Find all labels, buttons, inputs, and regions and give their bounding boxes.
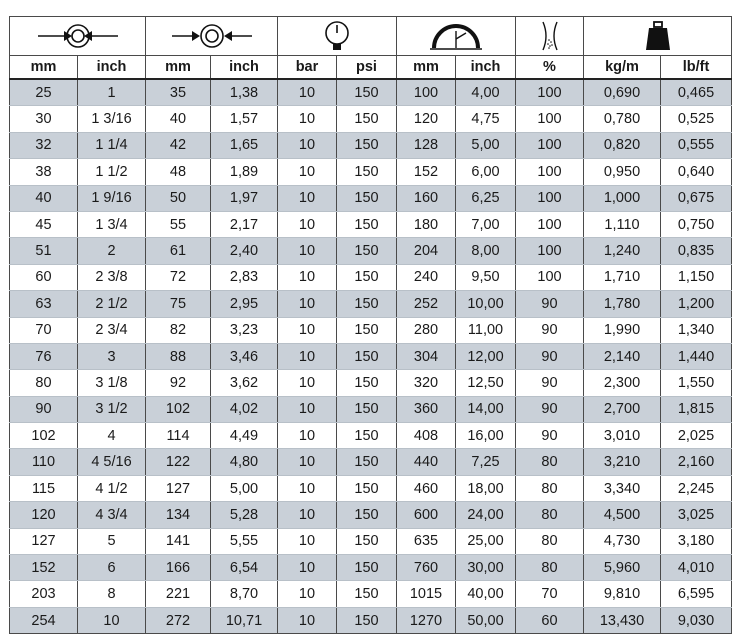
table-cell: 150: [337, 581, 397, 607]
table-row: [10, 159, 732, 185]
unit-header: lb/ft: [661, 56, 732, 80]
table-cell: 30: [10, 106, 78, 132]
table-cell: 3 1/8: [78, 370, 146, 396]
table-row: [10, 238, 732, 264]
table-cell: 4,00: [456, 79, 516, 106]
table-cell: 10: [278, 291, 337, 317]
table-cell: 2,025: [661, 423, 732, 449]
table-row: [10, 607, 732, 633]
table-cell: 3,23: [211, 317, 278, 343]
table-cell: 0,835: [661, 238, 732, 264]
table-cell: 150: [337, 264, 397, 290]
table-cell: 150: [337, 317, 397, 343]
table-cell: 150: [337, 132, 397, 158]
unit-header: inch: [211, 56, 278, 80]
table-cell: 5: [78, 528, 146, 554]
table-cell: 1,38: [211, 79, 278, 106]
table-cell: 1,89: [211, 159, 278, 185]
unit-header: inch: [78, 56, 146, 80]
table-cell: 6,54: [211, 555, 278, 581]
table-cell: 408: [397, 423, 456, 449]
unit-header: inch: [456, 56, 516, 80]
table-cell: 10: [278, 106, 337, 132]
table-cell: 1,150: [661, 264, 732, 290]
table-cell: 42: [146, 132, 211, 158]
table-cell: 10: [278, 211, 337, 237]
table-cell: 7,25: [456, 449, 516, 475]
table-cell: 141: [146, 528, 211, 554]
table-cell: 1,340: [661, 317, 732, 343]
spec-table-body: [10, 79, 732, 634]
table-cell: 1270: [397, 607, 456, 633]
unit-header: %: [516, 56, 584, 80]
table-cell: 6,00: [456, 159, 516, 185]
table-cell: 35: [146, 79, 211, 106]
weight-icon: [643, 20, 673, 52]
table-cell: 80: [516, 449, 584, 475]
table-cell: 2,140: [584, 343, 661, 369]
table-cell: 8,00: [456, 238, 516, 264]
table-cell: 8,70: [211, 581, 278, 607]
table-cell: 10: [278, 581, 337, 607]
table-cell: 100: [516, 211, 584, 237]
table-cell: 760: [397, 555, 456, 581]
table-cell: 3,62: [211, 370, 278, 396]
table-cell: 120: [397, 106, 456, 132]
table-cell: 152: [397, 159, 456, 185]
table-cell: 55: [146, 211, 211, 237]
table-cell: 6,595: [661, 581, 732, 607]
weight-header: [584, 17, 732, 56]
unit-header: mm: [397, 56, 456, 80]
table-cell: 2 3/8: [78, 264, 146, 290]
table-cell: 280: [397, 317, 456, 343]
table-cell: 10: [278, 475, 337, 501]
table-cell: 1,000: [584, 185, 661, 211]
table-cell: 3,340: [584, 475, 661, 501]
table-cell: 6,25: [456, 185, 516, 211]
table-cell: 166: [146, 555, 211, 581]
table-cell: 4,02: [211, 396, 278, 422]
table-cell: 9,030: [661, 607, 732, 633]
vacuum-header: [516, 17, 584, 56]
table-cell: 1 9/16: [78, 185, 146, 211]
table-cell: 50,00: [456, 607, 516, 633]
table-cell: 1,110: [584, 211, 661, 237]
table-cell: 9,810: [584, 581, 661, 607]
table-row: [10, 185, 732, 211]
table-cell: 1,240: [584, 238, 661, 264]
table-cell: 128: [397, 132, 456, 158]
table-cell: 100: [516, 185, 584, 211]
table-cell: 150: [337, 343, 397, 369]
table-cell: 160: [397, 185, 456, 211]
table-cell: 5,55: [211, 528, 278, 554]
table-cell: 2,17: [211, 211, 278, 237]
table-cell: 3,025: [661, 502, 732, 528]
table-cell: 80: [10, 370, 78, 396]
table-cell: 252: [397, 291, 456, 317]
table-cell: 100: [516, 159, 584, 185]
table-cell: 90: [516, 317, 584, 343]
table-cell: 0,780: [584, 106, 661, 132]
table-cell: 2,700: [584, 396, 661, 422]
table-cell: 0,820: [584, 132, 661, 158]
table-cell: 240: [397, 264, 456, 290]
table-cell: 100: [516, 264, 584, 290]
table-cell: 10: [78, 607, 146, 633]
table-cell: 10: [278, 449, 337, 475]
table-cell: 92: [146, 370, 211, 396]
table-cell: 2,300: [584, 370, 661, 396]
table-cell: 204: [397, 238, 456, 264]
table-cell: 0,465: [661, 79, 732, 106]
table-cell: 5,28: [211, 502, 278, 528]
table-cell: 10: [278, 185, 337, 211]
table-cell: 10: [278, 528, 337, 554]
table-cell: 11,00: [456, 317, 516, 343]
table-cell: 9,50: [456, 264, 516, 290]
table-cell: 88: [146, 343, 211, 369]
table-cell: 4,75: [456, 106, 516, 132]
table-cell: 10: [278, 79, 337, 106]
table-cell: 360: [397, 396, 456, 422]
table-cell: 150: [337, 396, 397, 422]
table-cell: 1015: [397, 581, 456, 607]
bend-radius-header: [397, 17, 516, 56]
table-cell: 16,00: [456, 423, 516, 449]
table-cell: 120: [10, 502, 78, 528]
table-cell: 1,815: [661, 396, 732, 422]
pressure-header: [278, 17, 397, 56]
vacuum-icon: [537, 20, 563, 52]
table-cell: 38: [10, 159, 78, 185]
pressure-gauge-icon: [322, 20, 352, 52]
table-cell: 75: [146, 291, 211, 317]
table-cell: 150: [337, 106, 397, 132]
table-cell: 4,80: [211, 449, 278, 475]
table-cell: 90: [10, 396, 78, 422]
table-cell: 115: [10, 475, 78, 501]
inner-diameter-icon: [36, 23, 120, 49]
table-cell: 8: [78, 581, 146, 607]
table-row: [10, 528, 732, 554]
table-cell: 122: [146, 449, 211, 475]
table-cell: 10: [278, 607, 337, 633]
table-cell: 90: [516, 396, 584, 422]
table-cell: 1 1/2: [78, 159, 146, 185]
table-cell: 0,640: [661, 159, 732, 185]
table-cell: 4,500: [584, 502, 661, 528]
table-cell: 1,65: [211, 132, 278, 158]
unit-header: mm: [146, 56, 211, 80]
table-cell: 3 1/2: [78, 396, 146, 422]
table-cell: 90: [516, 370, 584, 396]
table-cell: 25,00: [456, 528, 516, 554]
table-cell: 1,990: [584, 317, 661, 343]
table-cell: 1,780: [584, 291, 661, 317]
table-cell: 2,160: [661, 449, 732, 475]
table-cell: 10: [278, 238, 337, 264]
table-cell: 10: [278, 370, 337, 396]
table-cell: 10: [278, 317, 337, 343]
table-cell: 2,83: [211, 264, 278, 290]
table-cell: 150: [337, 449, 397, 475]
table-cell: 320: [397, 370, 456, 396]
table-cell: 10: [278, 343, 337, 369]
table-cell: 2,40: [211, 238, 278, 264]
table-cell: 10: [278, 396, 337, 422]
table-row: [10, 211, 732, 237]
table-cell: 70: [10, 317, 78, 343]
table-cell: 40: [10, 185, 78, 211]
table-cell: 10,00: [456, 291, 516, 317]
spec-table-container: [9, 16, 732, 634]
table-cell: 1,550: [661, 370, 732, 396]
table-cell: 3,180: [661, 528, 732, 554]
table-cell: 0,555: [661, 132, 732, 158]
table-cell: 60: [10, 264, 78, 290]
table-cell: 50: [146, 185, 211, 211]
table-cell: 0,690: [584, 79, 661, 106]
hose-spec-table: [9, 16, 732, 634]
unit-header: kg/m: [584, 56, 661, 80]
table-cell: 221: [146, 581, 211, 607]
table-cell: 10: [278, 423, 337, 449]
table-cell: 100: [516, 79, 584, 106]
table-cell: 72: [146, 264, 211, 290]
table-cell: 0,950: [584, 159, 661, 185]
table-cell: 90: [516, 423, 584, 449]
table-cell: 1,57: [211, 106, 278, 132]
table-cell: 7,00: [456, 211, 516, 237]
table-cell: 63: [10, 291, 78, 317]
table-cell: 90: [516, 343, 584, 369]
table-cell: 600: [397, 502, 456, 528]
outer-diameter-header: [146, 17, 278, 56]
table-cell: 32: [10, 132, 78, 158]
table-cell: 2,245: [661, 475, 732, 501]
table-cell: 150: [337, 528, 397, 554]
table-cell: 2: [78, 238, 146, 264]
table-row: [10, 132, 732, 158]
table-cell: 10,71: [211, 607, 278, 633]
table-cell: 4: [78, 423, 146, 449]
table-cell: 272: [146, 607, 211, 633]
table-cell: 1 3/4: [78, 211, 146, 237]
table-cell: 80: [516, 555, 584, 581]
table-cell: 6: [78, 555, 146, 581]
table-cell: 2 1/2: [78, 291, 146, 317]
table-row: [10, 475, 732, 501]
table-cell: 127: [146, 475, 211, 501]
bend-radius-icon: [427, 21, 485, 51]
unit-header: bar: [278, 56, 337, 80]
table-cell: 30,00: [456, 555, 516, 581]
table-cell: 4,49: [211, 423, 278, 449]
unit-header: psi: [337, 56, 397, 80]
table-cell: 150: [337, 607, 397, 633]
table-cell: 82: [146, 317, 211, 343]
table-cell: 150: [337, 291, 397, 317]
table-cell: 45: [10, 211, 78, 237]
unit-header: mm: [10, 56, 78, 80]
table-cell: 4 1/2: [78, 475, 146, 501]
table-cell: 48: [146, 159, 211, 185]
table-cell: 127: [10, 528, 78, 554]
table-cell: 14,00: [456, 396, 516, 422]
table-cell: 70: [516, 581, 584, 607]
table-cell: 180: [397, 211, 456, 237]
table-cell: 80: [516, 502, 584, 528]
table-cell: 150: [337, 79, 397, 106]
table-cell: 150: [337, 555, 397, 581]
table-cell: 1,200: [661, 291, 732, 317]
table-row: [10, 502, 732, 528]
table-cell: 100: [516, 238, 584, 264]
table-cell: 0,750: [661, 211, 732, 237]
table-cell: 3,46: [211, 343, 278, 369]
table-cell: 4,010: [661, 555, 732, 581]
table-cell: 40,00: [456, 581, 516, 607]
table-row: [10, 396, 732, 422]
table-row: [10, 317, 732, 343]
table-cell: 2,95: [211, 291, 278, 317]
table-cell: 203: [10, 581, 78, 607]
table-row: [10, 423, 732, 449]
table-cell: 152: [10, 555, 78, 581]
table-cell: 80: [516, 475, 584, 501]
table-cell: 440: [397, 449, 456, 475]
table-cell: 24,00: [456, 502, 516, 528]
table-row: [10, 555, 732, 581]
table-row: [10, 343, 732, 369]
table-cell: 1: [78, 79, 146, 106]
table-row: [10, 449, 732, 475]
table-cell: 51: [10, 238, 78, 264]
table-cell: 102: [10, 423, 78, 449]
table-cell: 150: [337, 238, 397, 264]
table-row: [10, 79, 732, 106]
table-cell: 1 3/16: [78, 106, 146, 132]
table-cell: 5,00: [211, 475, 278, 501]
table-cell: 100: [516, 132, 584, 158]
table-cell: 10: [278, 502, 337, 528]
table-cell: 4,730: [584, 528, 661, 554]
table-cell: 460: [397, 475, 456, 501]
table-cell: 635: [397, 528, 456, 554]
table-cell: 76: [10, 343, 78, 369]
table-cell: 1,710: [584, 264, 661, 290]
table-cell: 18,00: [456, 475, 516, 501]
table-cell: 10: [278, 132, 337, 158]
table-cell: 10: [278, 264, 337, 290]
table-cell: 3,210: [584, 449, 661, 475]
table-cell: 110: [10, 449, 78, 475]
table-cell: 90: [516, 291, 584, 317]
table-cell: 0,525: [661, 106, 732, 132]
table-cell: 10: [278, 555, 337, 581]
unit-header-row: [10, 56, 732, 80]
table-cell: 1,440: [661, 343, 732, 369]
table-cell: 150: [337, 502, 397, 528]
table-cell: 114: [146, 423, 211, 449]
table-cell: 150: [337, 370, 397, 396]
table-cell: 150: [337, 423, 397, 449]
table-cell: 10: [278, 159, 337, 185]
table-cell: 25: [10, 79, 78, 106]
table-cell: 4 3/4: [78, 502, 146, 528]
table-cell: 12,00: [456, 343, 516, 369]
table-cell: 150: [337, 159, 397, 185]
table-cell: 1 1/4: [78, 132, 146, 158]
table-row: [10, 264, 732, 290]
table-cell: 60: [516, 607, 584, 633]
table-row: [10, 106, 732, 132]
icon-header-row: [10, 17, 732, 56]
table-cell: 61: [146, 238, 211, 264]
table-cell: 254: [10, 607, 78, 633]
table-cell: 102: [146, 396, 211, 422]
table-row: [10, 370, 732, 396]
table-cell: 100: [397, 79, 456, 106]
outer-diameter-icon: [170, 23, 254, 49]
table-cell: 5,960: [584, 555, 661, 581]
table-cell: 150: [337, 475, 397, 501]
table-row: [10, 581, 732, 607]
table-cell: 0,675: [661, 185, 732, 211]
table-cell: 13,430: [584, 607, 661, 633]
table-cell: 12,50: [456, 370, 516, 396]
table-cell: 3,010: [584, 423, 661, 449]
inner-diameter-header: [10, 17, 146, 56]
table-cell: 150: [337, 185, 397, 211]
table-cell: 3: [78, 343, 146, 369]
table-cell: 40: [146, 106, 211, 132]
table-cell: 100: [516, 106, 584, 132]
table-cell: 80: [516, 528, 584, 554]
table-cell: 134: [146, 502, 211, 528]
table-cell: 304: [397, 343, 456, 369]
table-cell: 1,97: [211, 185, 278, 211]
table-cell: 5,00: [456, 132, 516, 158]
table-cell: 2 3/4: [78, 317, 146, 343]
table-cell: 150: [337, 211, 397, 237]
table-cell: 4 5/16: [78, 449, 146, 475]
table-row: [10, 291, 732, 317]
